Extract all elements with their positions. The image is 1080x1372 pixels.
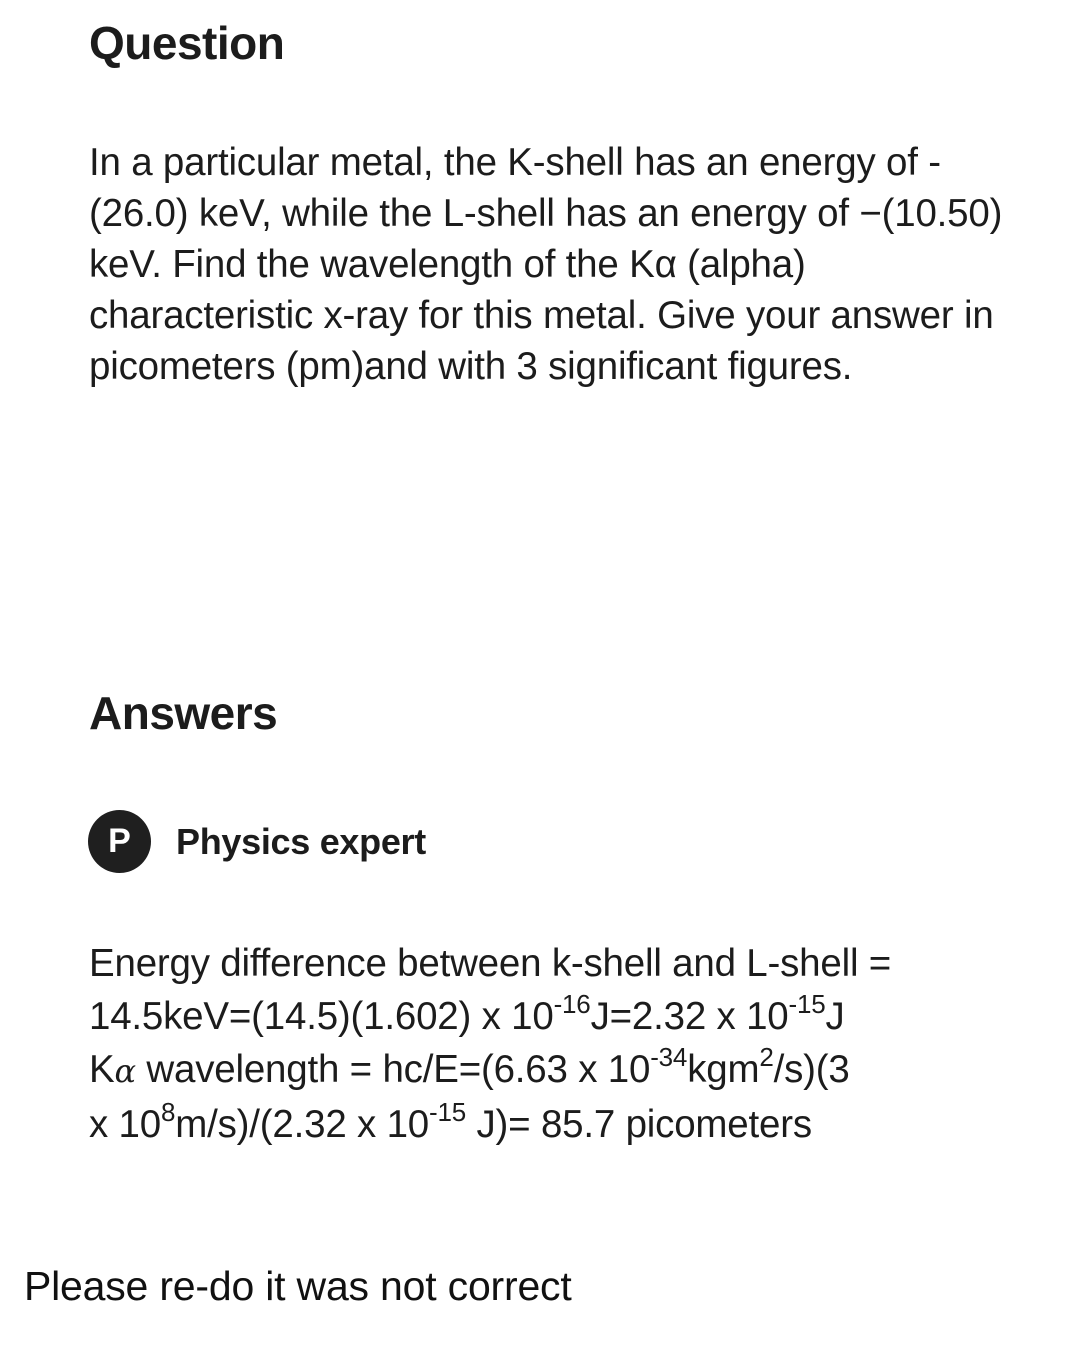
author-name: Physics expert: [176, 820, 426, 862]
answer-line-4-exponent-1: 8: [160, 1097, 176, 1127]
answer-line-4: [89, 1098, 1039, 1151]
answer-line-3-c: /s)(3: [773, 1048, 850, 1091]
answer-line-3-a: wavelength = hc/E=(6.63 x 10: [135, 1048, 651, 1091]
question-text: In a particular metal, the K-shell has an energy of -(26.0) keV, while the L-shell has an energy of −(10.50) keV. Find the wavelength of the Kα (alpha) characteristic x-ray for this metal. Give your answer in picometers (pm)and with 3 significant figures.: [89, 141, 1003, 388]
answer-line-3: [89, 1043, 1039, 1098]
answer-line-4-a: x 10: [89, 1103, 161, 1146]
follow-up-comment: Please re-do it was not correct: [24, 1263, 572, 1309]
question-heading: Question: [89, 17, 285, 69]
answer-line-3-k: K: [89, 1048, 115, 1091]
author-avatar-initial: P: [108, 822, 131, 860]
answer-line-3-exponent-2: 2: [759, 1042, 774, 1072]
author-avatar: [88, 810, 151, 873]
answer-line-2-c: J: [825, 995, 845, 1038]
answer-line-3-b: kgm: [687, 1048, 760, 1091]
answer-line-3-exponent-1: -34: [650, 1042, 688, 1072]
answer-line-2-exponent-1: -16: [553, 989, 591, 1019]
answer-line-2-b: J=2.32 x 10: [590, 995, 789, 1038]
answers-heading: Answers: [89, 687, 278, 739]
answer-line-2-exponent-2: -15: [788, 989, 826, 1019]
answer-line-2-a: 14.5keV=(14.5)(1.602) x 10: [89, 995, 554, 1038]
answer-line-3-alpha: α: [114, 1052, 136, 1090]
answer-author: [88, 810, 426, 873]
answer-line-1: [89, 937, 1039, 990]
answer-line-4-c: J)= 85.7 picometers: [466, 1103, 812, 1146]
answer-text: [89, 937, 1039, 1151]
answer-line-2: [89, 990, 1039, 1043]
answer-line-4-exponent-2: -15: [429, 1097, 466, 1127]
answer-line-4-b: m/s)/(2.32 x 10: [175, 1103, 430, 1146]
answer-line-1-text: Energy difference between k-shell and L-shell =: [89, 942, 892, 985]
